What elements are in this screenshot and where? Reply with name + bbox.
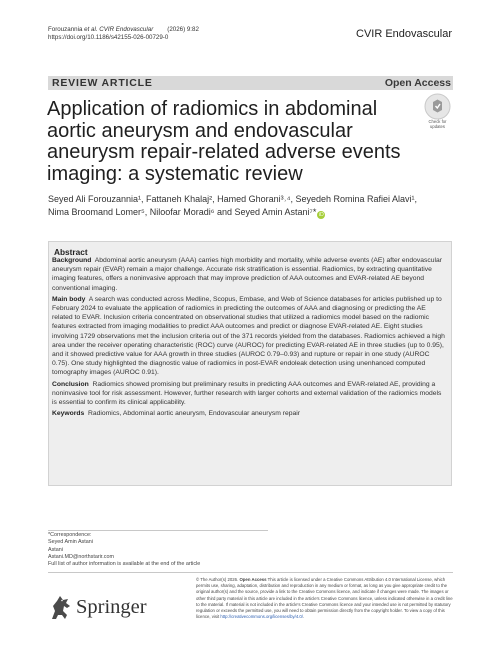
correspondence-name-short: Astani (48, 546, 63, 553)
author-info-note: Full list of author information is available at the end of the article (48, 561, 201, 568)
abstract-background (52, 256, 448, 293)
correspondence-divider (48, 530, 268, 531)
springer-horse-icon (48, 594, 73, 621)
main-body-label: Main body (52, 295, 86, 303)
license-lead: © The Author(s) 2026. (196, 577, 240, 582)
open-access-label: Open Access (384, 77, 451, 89)
badge-line-2: updates (430, 124, 445, 129)
citation-authors: Forouzannia (48, 26, 85, 33)
citation-line (48, 26, 199, 34)
orcid-icon[interactable]: iD (318, 211, 324, 218)
correspondence-label: *Correspondence: (48, 532, 92, 538)
abstract-keywords (52, 409, 448, 418)
check-for-updates-icon[interactable] (424, 93, 451, 120)
article-type: REVIEW ARTICLE (52, 77, 153, 89)
background-label: Background (52, 257, 92, 264)
correspondence (48, 532, 200, 568)
article-title: Application of radiomics in abdominal aortic aneurysm and endovascular aneurysm repair-related adverse events imaging: a systematic review (47, 98, 401, 185)
badge-line-1: Check for (428, 119, 447, 124)
authors-line-2-wrap (48, 206, 458, 219)
license-body: This article is licensed under a Creative Commons Attribution 4.0 International License, which permits use, sharing, adaptation, distribution and reproduction in any medium or format, as long as you give appropriate credit to the original author(s) and the source, provide a link to the Creative Commons licence, and indicate if changes were made. The images or other third party material in this article are included in the article's Creative Commons licence, unless indicated otherwise in a credit line to the material. If material is not included in the article's Creative Commons licence and your intended use is not permitted by statutory regulation or exceeds the permitted use, you will need to obtain permission directly from the copyright holder. To view a copy of this licence, visit (196, 577, 453, 620)
main-body-text: A search was conducted across Medline, Scopus, Embase, and Web of Science databases for articles published up to February 2024 to evaluate the application of radiomics in predicting the outcomes of AAA and diagnosing or predicting the AE related to EVAR. Inclusion criteria concentrated on observational studies that utilized a radiomics model based on the radiomic features extracted from imaging modalities to predict AAA outcomes and predict or diagnose EVAR-related AE. Eight studies involving 1729 observations met the inclusion criteria out of the 371 records yielded from the databases. Radiomics achieved a high area under the receiver operating characteristic (ROC) curve (AUROC) for predicting EVAR-related AE in three studies (up to 0.95), and it showed predictive value for AAA growth in three studies (AUROC 0.79–0.93) and rupture or repair in one study (AUROC 0.75). One study highlighted the diagnostic value of radiomics in post-EVAR endoleak detection using unenhanced computed tomography images (AUROC 0.91). (52, 295, 445, 377)
correspondence-email[interactable]: Astani.MD@northstarir.com (48, 553, 114, 560)
citation-year-page: (2026) 9:82 (167, 26, 199, 33)
abstract-main-body (52, 295, 448, 378)
publisher-logo-text: Springer (76, 596, 147, 618)
check-for-updates-caption (421, 119, 454, 129)
authors-line-2: Nima Broomand Lomer⁵, Niloofar Moradi⁶ and Seyed Amin Astani⁷* (48, 206, 317, 217)
license-open-access: Open Access (239, 577, 267, 582)
journal-name: CVIR Endovascular (356, 28, 452, 40)
authors-line-1: Seyed Ali Forouzannia¹, Fattaneh Khalaj², Hamed Ghorani³˒⁴, Seyedeh Romina Rafiei Alavi¹, (48, 194, 418, 204)
author-list (48, 193, 458, 219)
abstract-conclusion (52, 380, 448, 408)
footer-divider (48, 572, 453, 573)
conclusion-text: Radiomics showed promising but preliminary results in predicting AAA outcomes and EVAR-related AE, providing a noninvasive tool for risk assessment. However, further research with larger cohorts and external validation of the radiomics models is essential to confirm its clinical applicability. (52, 380, 442, 407)
abstract-heading: Abstract (54, 247, 88, 257)
correspondence-name: Seyed Amin Astani (48, 539, 93, 546)
article-type-bar (48, 76, 453, 90)
abstract-body (52, 256, 448, 420)
citation-journal: et al. CVIR Endovascular (84, 26, 154, 33)
doi-link[interactable]: https://doi.org/10.1186/s42155-026-00729-0 (48, 34, 169, 41)
license-text (196, 577, 456, 620)
keywords-label: Keywords (52, 410, 85, 418)
license-end: . (303, 614, 305, 620)
conclusion-label: Conclusion (52, 380, 89, 388)
running-header (48, 26, 199, 42)
background-text: Abdominal aortic aneurysm (AAA) carries high morbidity and mortality, while adverse events (AE) after endovascular aneurysm repair (EVAR) remain a major challenge. Accurate risk stratification is essential. Radiomics, by extracting quantitative imaging features, offers a noninvasive approach that may improve prediction of AAA outcomes and EVAR-related AE beyond conventional imaging. (52, 257, 443, 292)
keywords-text: Radiomics, Abdominal aortic aneurysm, Endovascular aneurysm repair (88, 410, 301, 418)
license-url-link[interactable]: http://creativecommons.org/licenses/by/4.0/ (220, 614, 303, 620)
